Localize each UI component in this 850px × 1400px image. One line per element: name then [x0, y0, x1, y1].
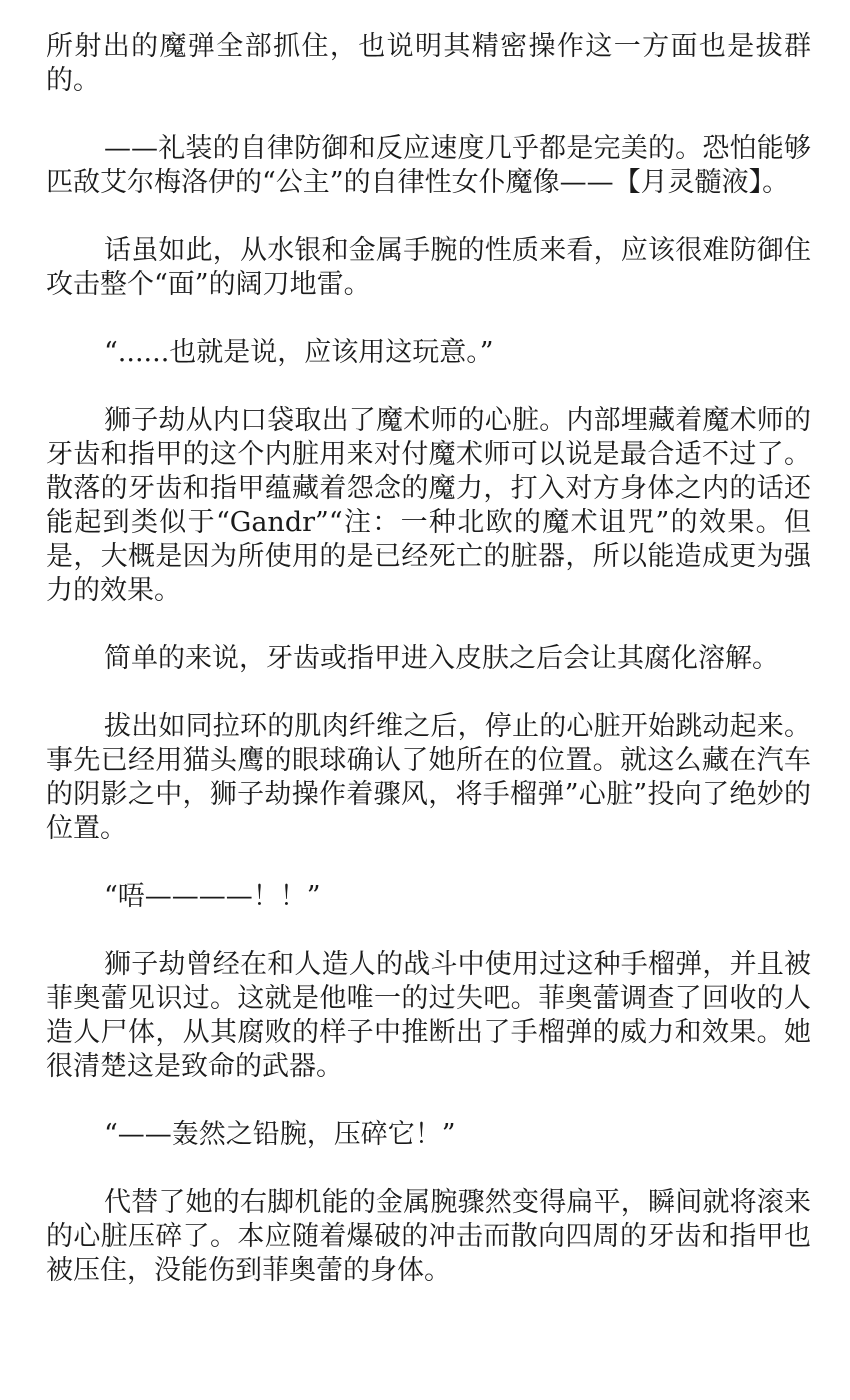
paragraph: 简单的来说，牙齿或指甲进入皮肤之后会让其腐化溶解。 — [104, 643, 779, 674]
dialogue-line: “——轰然之铅腕，压碎它！” — [104, 1119, 456, 1150]
paragraph: 代替了她的右脚机能的金属腕骤然变得扁平，瞬间就将滚来的心脏压碎了。本应随着爆破的冲击而散向四周的牙齿和指甲也被压住，没能伤到菲奥蕾的身体。 — [46, 1187, 811, 1286]
dialogue-line: “唔————！！” — [104, 881, 321, 912]
document-page — [46, 30, 811, 1288]
paragraph: 话虽如此，从水银和金属手腕的性质来看，应该很难防御住攻击整个“面”的阔刀地雷。 — [46, 235, 811, 300]
paragraph: 拔出如同拉环的肌肉纤维之后，停止的心脏开始跳动起来。事先已经用猫头鹰的眼球确认了她所在的位置。就这么藏在汽车的阴影之中，狮子劫操作着骤风，将手榴弹”心脏”投向了绝妙的位置。 — [46, 711, 811, 844]
paragraph: 所射出的魔弹全部抓住，也说明其精密操作这一方面也是拔群的。 — [46, 31, 811, 96]
paragraph: 狮子劫从内口袋取出了魔术师的心脏。内部埋藏着魔术师的牙齿和指甲的这个内脏用来对付魔术师可以说是最合适不过了。散落的牙齿和指甲蕴藏着怨念的魔力，打入对方身体之内的话还能起到类似于“Gandr”“注：一种北欧的魔术诅咒”的效果。但是，大概是因为所使用的是已经死亡的脏器，所以能造成更为强力的效果。 — [46, 405, 811, 606]
dialogue-line: “......也就是说，应该用这玩意。” — [104, 337, 494, 368]
paragraph: 狮子劫曾经在和人造人的战斗中使用过这种手榴弹，并且被菲奥蕾见识过。这就是他唯一的过失吧。菲奥蕾调查了回收的人造人尸体，从其腐败的样子中推断出了手榴弹的威力和效果。她很清楚这是致命的武器。 — [46, 949, 811, 1082]
paragraph: ——礼装的自律防御和反应速度几乎都是完美的。恐怕能够匹敌艾尔梅洛伊的“公主”的自律性女仆魔像——【月灵髓液】。 — [46, 133, 811, 198]
